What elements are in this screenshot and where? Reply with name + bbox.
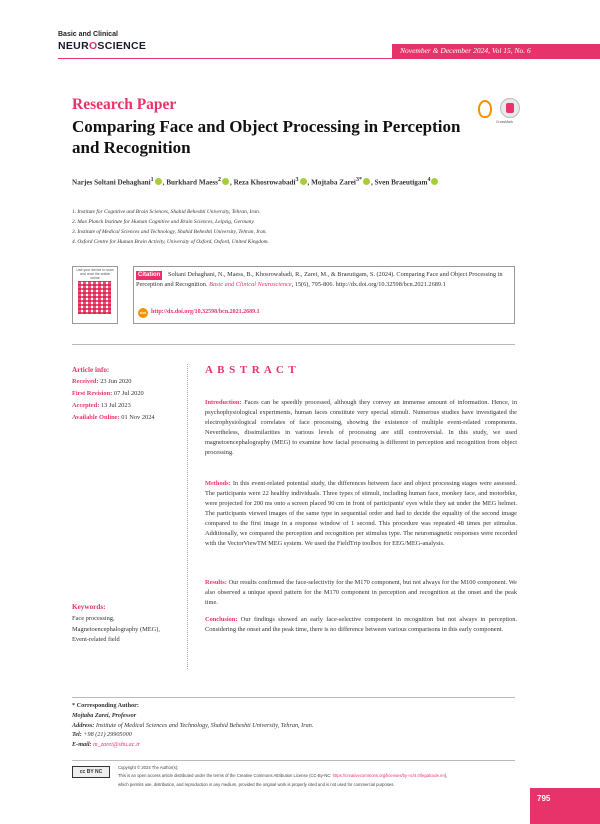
paper-title: Comparing Face and Object Processing in Perception and Recognition bbox=[72, 117, 461, 157]
divider bbox=[72, 344, 515, 345]
article-info-heading: Article info: bbox=[72, 366, 110, 374]
author-name: Burkhard Maess bbox=[166, 178, 218, 187]
journal-logo: NEUROSCIENCE bbox=[58, 40, 147, 52]
qr-label: Use your device to scan and read the article online bbox=[76, 268, 114, 280]
issue-text: November & December 2024, Vol 15, No. 6 bbox=[400, 46, 531, 55]
affiliation: 2. Max Planck Institute for Human Cognitive and Brain Sciences, Leipzig, Germany. bbox=[72, 219, 255, 225]
affiliation: 3. Institute of Medical Sciences and Technology, Shahid Beheshti University, Tehran, Iran. bbox=[72, 229, 267, 235]
doi-link[interactable]: http://dx.doi.org/10.32598/bcn.2021.2689.1 bbox=[151, 309, 260, 315]
license-link[interactable]: https://creativecommons.org/licenses/by-nc/4.0/legalcode.en bbox=[332, 773, 445, 779]
open-access-icon[interactable] bbox=[478, 100, 492, 118]
keywords-heading: Keywords: bbox=[72, 603, 106, 611]
affiliation: 1. Institute for Cognitive and Brain Sciences, Shahid Beheshti University, Tehran, Iran. bbox=[72, 209, 261, 215]
column-divider bbox=[187, 364, 188, 669]
header-rule bbox=[58, 58, 392, 59]
corresponding-author: * Corresponding Author: Mojtaba Zarei, Professor Address: Institute of Medical Sciences and Technology, Shahid Beheshti University, Tehran, Iran. Tel: +98 (21) 29905000 E-mail: m_zarei@sbu.ac.ir bbox=[72, 702, 314, 749]
journal-logo-top: Basic and Clinical bbox=[58, 31, 118, 38]
author-list: Narjes Soltani Dehaghani$^1$ , Burkhard Maess$^2$ , Reza Khosrowabadi$^3$ , Mojtaba Zarei$^{3*}$ , Sven Braeutigam$^4$ bbox=[72, 177, 532, 186]
received-date: Received: 23 Jun 2020 bbox=[72, 378, 132, 385]
keywords-text: Face processing, Magnetoencephalography (MEG), Event-related field bbox=[72, 615, 161, 643]
author-name: Reza Khosrowabadi bbox=[233, 178, 296, 187]
cc-license-icon[interactable]: cc BY NC bbox=[72, 766, 110, 778]
affiliation: 4. Oxford Centre for Human Brain Activity, University of Oxford, Oxford, United Kingdom. bbox=[72, 239, 269, 245]
citation-badge: Citation bbox=[138, 272, 161, 278]
paper-type: Research Paper bbox=[72, 96, 177, 113]
orcid-icon[interactable] bbox=[155, 178, 162, 185]
abstract-methods: Methods: In this event-related potential study, the differences between face and object processing stages were assessed. The participants were 22 healthy individuals. Three types of stimuli, including human face, monkey face, and motorbike, were projected for 200 ms onto a screen placed 90 cm in front of participants' eyes while they sat under the MEG helmet. The participants viewed images of the same type in sequential order and had to decide the equality of the second image compared to the first image in a response window of 1 second. This procedure was repeated 48 times per stimulus. Additionally, we compared the perception and recognition per stimulus type. The neuromagnetic responses were recorded with the VectorViewTM MEG system. We used the FieldTrip toolbox for EEG/MEG-analysis. bbox=[205, 480, 517, 547]
orcid-icon[interactable] bbox=[363, 178, 370, 185]
crossmark-icon[interactable] bbox=[500, 98, 520, 118]
author-name: Mojtaba Zarei bbox=[311, 178, 356, 187]
abstract-results: Results: Our results confirmed the face-selectivity for the M170 component, but not always for the M100 component. We also observed a unique speed pattern for the M170 component in perception and recognition at the onset and the peak time. bbox=[205, 579, 518, 606]
first-revision-date: First Revision: 07 Jul 2020 bbox=[72, 390, 144, 397]
orcid-icon[interactable] bbox=[222, 178, 229, 185]
license-text: Copyright © 2024 The Author(s); This is an open access article distributed under the terms of the Creative Commons Attribution License (CC-By-NC: https://creativecommons.org/licenses/by-nc/4.0/legalcode.en), which permits use, distribution, and reproduction in any medium, provided the original work is properly cited and is not used for commercial purposes. bbox=[118, 765, 448, 787]
crossmark-label: CrossMark bbox=[496, 120, 513, 124]
accepted-date: Accepted: 13 Jul 2023 bbox=[72, 402, 131, 409]
page-number: 795 bbox=[537, 794, 551, 803]
online-date: Available Online: 01 Nov 2024 bbox=[72, 414, 155, 421]
email-link[interactable]: m_zarei@sbu.ac.ir bbox=[93, 741, 141, 749]
author-name: Narjes Soltani Dehaghani bbox=[72, 178, 151, 187]
affiliations bbox=[72, 207, 269, 247]
abstract-heading: A B S T R A C T bbox=[205, 364, 297, 376]
author-name: Sven Braeutigam bbox=[374, 178, 428, 187]
doi-icon: doi bbox=[138, 308, 148, 318]
divider bbox=[72, 697, 515, 698]
divider bbox=[72, 760, 515, 761]
orcid-icon[interactable] bbox=[300, 178, 307, 185]
abstract-introduction: Introduction: Faces can be speedily processed, although they convey an immense amount of information. Hence, in psychophysiological experiments, human faces constitute very special stimuli. Numerous studies have investigated the electrophysiological correlates of face processing, showing the existence of multiple event-related components. Nevertheless, dissimilarities in various levels of processing are still controversial. In this study, we used magnetoencephalography (MEG) to examine how facial processing is different in perception and recognition from object processing. bbox=[205, 399, 517, 456]
orcid-icon[interactable] bbox=[431, 178, 438, 185]
abstract-conclusion: Conclusion: Our findings showed an early face-selective component in recognition but not always in perception. Considering the onset and the peak time, there is no difference between various comparisons in this early component. bbox=[205, 616, 517, 633]
qr-code-icon[interactable] bbox=[78, 281, 111, 314]
citation-text: Soltani Dehaghani, N., Maess, B., Khosrowabadi, R., Zarei, M., & Braeutigam, S. (2024). Comparing Face and Object Processing in Perception and Recognition. Basic and Clinical Neuroscience, 15(6), 795-806. http://dx.doi.org/10.32598/bcn.2021.2689.1 bbox=[136, 271, 503, 289]
